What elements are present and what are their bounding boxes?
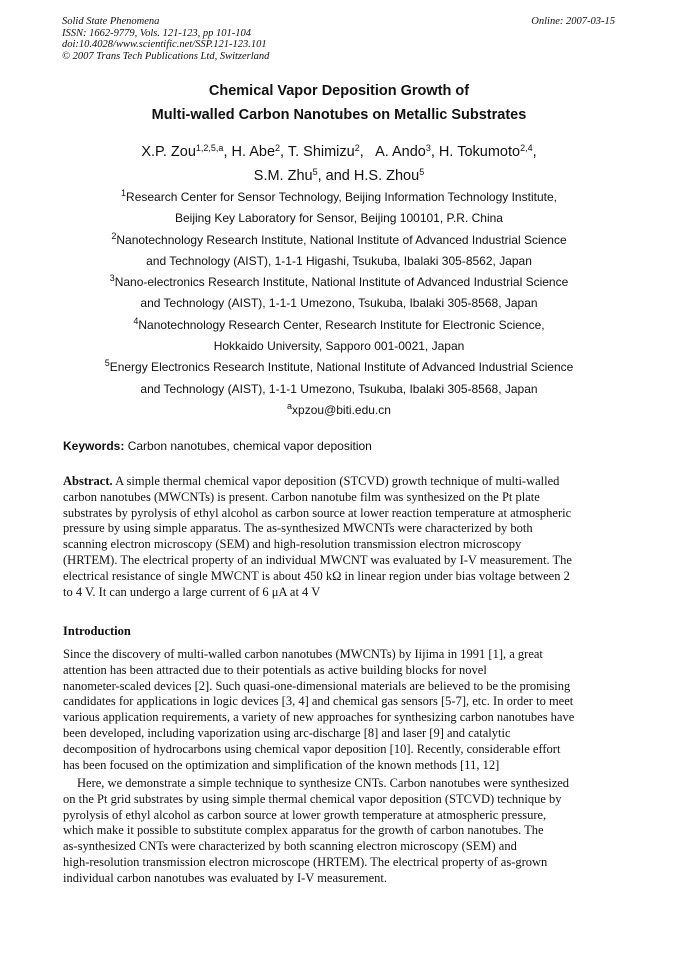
affiliation-sup: 1 xyxy=(121,188,127,198)
issn-line: ISSN: 1662-9779, Vols. 121-123, pp 101-104 xyxy=(62,27,251,39)
paragraph-line: been developed, including vaporization using arc-discharge [8] and laser [9] and catalytic xyxy=(63,725,511,740)
paper-title xyxy=(0,79,678,127)
affiliation-2-cont: and Technology (AIST), 1-1-1 Higashi, Tsukuba, Ibalaki 305-8562, Japan xyxy=(146,253,532,268)
author-name: S.M. Zhu xyxy=(253,168,313,184)
abstract-line: scanning electron microscopy (SEM) and high-resolution transmission electron microscopy xyxy=(63,537,522,552)
affiliation-1 xyxy=(0,187,678,208)
email-line xyxy=(0,400,678,421)
paragraph-line: high-resolution transmission electron microscope (HRTEM). The electrical property of as-grown xyxy=(63,854,548,869)
author-list xyxy=(0,140,678,188)
intro-paragraph-1 xyxy=(63,647,615,773)
author-affil-sup: 2 xyxy=(275,143,281,153)
copyright-line: © 2007 Trans Tech Publications Ltd, Switzerland xyxy=(62,50,270,62)
paragraph-line: Here, we demonstrate a simple technique to synthesize CNTs. Carbon nanotubes were synthesized xyxy=(77,776,570,790)
abstract-line: electrical resistance of single MWCNT is about 450 kΩ in linear region under bias voltage between 2 xyxy=(63,568,570,583)
author-name: , and H.S. Zhou xyxy=(317,168,420,184)
intro-paragraph-2 xyxy=(63,776,615,887)
journal-name: Solid State Phenomena xyxy=(62,16,160,27)
affiliation-line: Nano-electronics Research Institute, National Institute of Advanced Industrial Science xyxy=(114,275,569,290)
affiliation-sup: 2 xyxy=(111,230,117,241)
paragraph-line: candidates for applications in logic devices [3, 4] and chemical gas sensors [5-7], etc. In order to meet xyxy=(63,694,574,709)
affiliation-line: Energy Electronics Research Institute, National Institute of Advanced Industrial Science xyxy=(109,360,574,375)
author-line-1 xyxy=(0,140,678,164)
title-line-2: Multi-walled Carbon Nanotubes on Metallic Substrates xyxy=(151,107,527,123)
author-name: , H. Abe xyxy=(223,144,276,160)
author-affil-sup: 5 xyxy=(419,167,425,177)
email-address[interactable]: xpzou@biti.edu.cn xyxy=(292,402,391,417)
author-affil-sup: 5 xyxy=(312,167,318,177)
author-affil-sup: 2,4 xyxy=(520,143,533,153)
paragraph-line: various application requirements, a variety of new approaches for synthesizing carbon nanotubes have xyxy=(63,710,575,725)
affiliation-3 xyxy=(0,272,678,293)
paragraph-line: on the Pt grid substrates by using simple thermal chemical vapor deposition (STCVD) technique by xyxy=(63,791,562,806)
affiliation-5 xyxy=(0,357,678,378)
online-date: Online: 2007-03-15 xyxy=(531,16,615,27)
affiliation-sup: 3 xyxy=(109,273,115,284)
abstract-line: carbon nanotubes (MWCNTs) is present. Carbon nanotube film was synthesized on the Pt plate xyxy=(63,489,540,504)
paragraph-line: pyrolysis of ethyl alcohol as carbon source at lower growth temperature at atmospheric pressure, xyxy=(63,807,547,822)
author-affil-sup: 3 xyxy=(425,143,431,153)
affiliation-line: Nanotechnology Research Institute, National Institute of Advanced Industrial Science xyxy=(116,232,567,247)
author-separator: , xyxy=(532,144,537,160)
abstract-line: substrates by pyrolysis of ethyl alcohol as carbon source at lower reaction temperature at atmospheric xyxy=(63,505,572,520)
affiliation-4-cont: Hokkaido University, Sapporo 001-0021, Japan xyxy=(213,339,465,354)
affiliation-sup: 5 xyxy=(104,358,110,369)
abstract-line: pressure by using simple apparatus. The as-synthesized MWCNTs were characterized by both xyxy=(63,521,533,536)
author-line-2 xyxy=(0,164,678,188)
section-heading-introduction: Introduction xyxy=(63,624,131,638)
affiliation-sup: 4 xyxy=(133,315,139,326)
keywords xyxy=(63,439,372,453)
journal-header xyxy=(62,16,269,62)
author-affil-sup: 1,2,5,a xyxy=(195,143,224,153)
abstract-line: to 4 V. It can undergo a large current of 6 μA at 4 V xyxy=(63,584,321,599)
affiliation-list xyxy=(0,187,678,421)
author-name: , T. Shimizu xyxy=(280,144,355,160)
paragraph-line: has been focused on the optimization and simplification of the known methods [11, 12] xyxy=(63,757,500,772)
title-line-1: Chemical Vapor Deposition Growth of xyxy=(208,83,470,99)
paragraph-line: as-synthesized CNTs were characterized by both scanning electron microscopy (SEM) and xyxy=(63,839,517,854)
paragraph-line: decomposition of hydrocarbons using chemical vapor deposition [10]. Recently, considerable effort xyxy=(63,741,561,756)
paragraph-line: which make it possible to substitute complex apparatus for the growth of carbon nanotubes. The xyxy=(63,823,544,838)
affiliation-line: Research Center for Sensor Technology, Beijing Information Technology Institute, xyxy=(126,190,557,204)
paragraph-line: attention has been attracted due to their potentials as active building blocks for novel xyxy=(63,662,487,677)
abstract-line: (HRTEM). The electrical property of an individual MWCNT was evaluated by I-V measurement. The xyxy=(63,552,572,567)
affiliation-4 xyxy=(0,315,678,336)
author-name: , H. Tokumoto xyxy=(430,144,521,160)
affiliation-3-cont: and Technology (AIST), 1-1-1 Umezono, Tsukuba, Ibalaki 305-8568, Japan xyxy=(140,296,538,311)
abstract-label: Abstract. xyxy=(63,474,113,488)
affiliation-5-cont: and Technology (AIST), 1-1-1 Umezono, Tsukuba, Ibalaki 305-8568, Japan xyxy=(140,381,538,396)
paragraph-line: individual carbon nanotubes was evaluated by I-V measurement. xyxy=(63,870,387,885)
keywords-label: Keywords: xyxy=(63,439,125,453)
paragraph-line: nanometer-scaled devices [2]. Such quasi-one-dimensional materials are believed to be the promising xyxy=(63,678,571,693)
doi-line: doi:10.4028/www.scientific.net/SSP.121-123.101 xyxy=(62,39,267,50)
author-name: X.P. Zou xyxy=(141,144,196,160)
author-name: , A. Ando xyxy=(359,144,426,160)
abstract-text: A simple thermal chemical vapor deposition (STCVD) growth technique of multi-walled xyxy=(112,474,560,488)
email-sup: a xyxy=(287,400,293,411)
affiliation-1-cont: Beijing Key Laboratory for Sensor, Beijing 100101, P.R. China xyxy=(175,211,503,226)
author-affil-sup: 2 xyxy=(354,143,360,153)
abstract-line xyxy=(63,474,615,490)
paragraph-line: Since the discovery of multi-walled carbon nanotubes (MWCNTs) by Iijima in 1991 [1], a great xyxy=(63,647,543,661)
abstract xyxy=(63,474,615,600)
affiliation-2 xyxy=(0,230,678,251)
keywords-text: Carbon nanotubes, chemical vapor deposition xyxy=(124,439,372,453)
affiliation-line: Nanotechnology Research Center, Research Institute for Electronic Science, xyxy=(138,317,545,332)
